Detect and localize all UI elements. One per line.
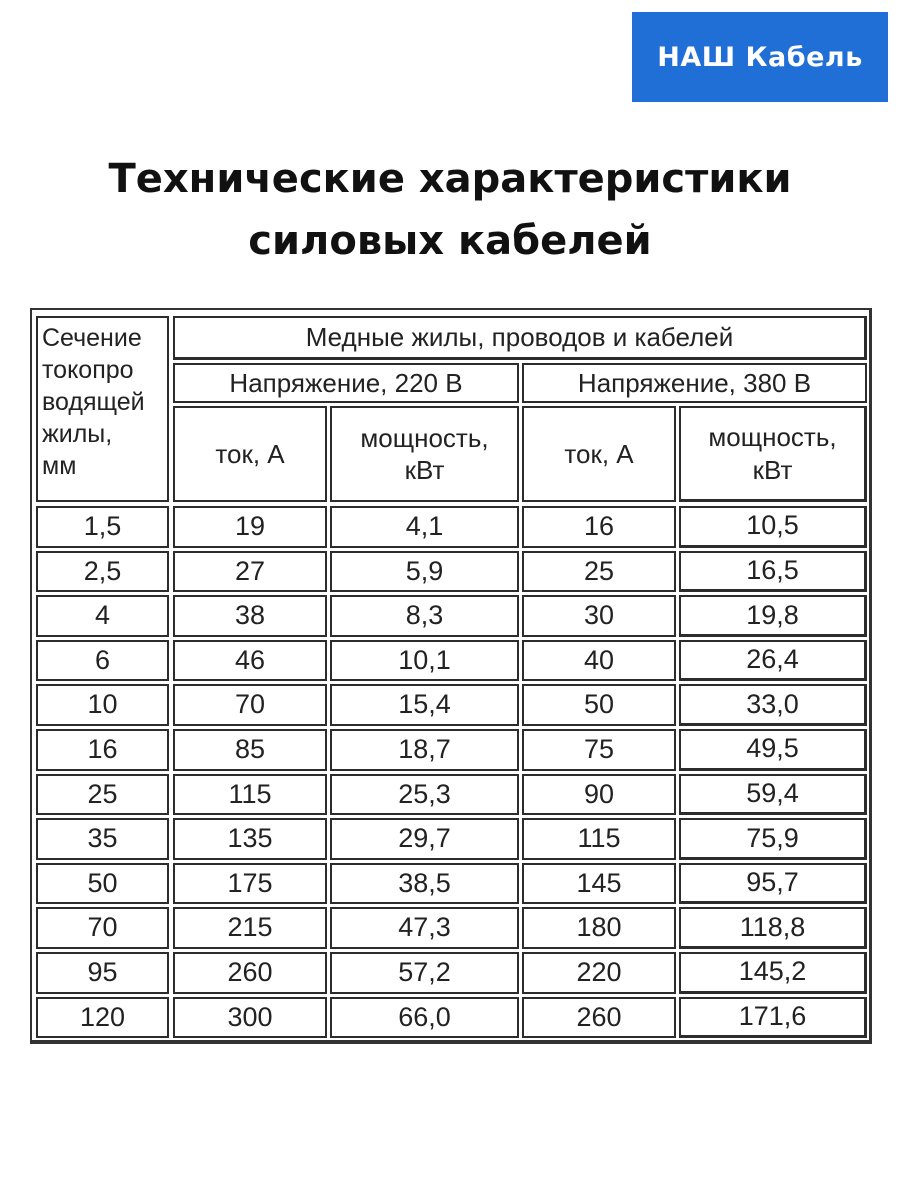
- cell-current-380: 25: [522, 551, 676, 593]
- cell-cross-section: 50: [36, 863, 169, 905]
- cell-current-380: 145: [522, 863, 676, 905]
- header-copper-cores: [173, 316, 867, 360]
- cell-current-220: 70: [173, 684, 327, 726]
- header-voltage-380-label: Напряжение, 380 В: [577, 367, 812, 398]
- cell-power-220: 29,7: [330, 818, 519, 860]
- cell-current-380: 40: [522, 640, 676, 682]
- cell-power-220: 18,7: [330, 729, 519, 771]
- cell-current-220: 85: [173, 729, 327, 771]
- page-title-line-2: силовых кабелей: [248, 218, 652, 264]
- cell-current-380: 30: [522, 595, 676, 637]
- cell-current-220: 215: [173, 907, 327, 949]
- cell-power-220: 8,3: [330, 595, 519, 637]
- cell-current-220: 175: [173, 863, 327, 905]
- cell-power-220: 57,2: [330, 952, 519, 994]
- cell-cross-section: 25: [36, 774, 169, 816]
- cell-current-220: 115: [173, 774, 327, 816]
- header-cross-section-line: водящей: [42, 388, 145, 416]
- cell-power-220: 25,3: [330, 774, 519, 816]
- cell-power-220: 10,1: [330, 640, 519, 682]
- cell-current-380: 16: [522, 506, 676, 548]
- cell-cross-section: 6: [36, 640, 169, 682]
- brand-logo: [632, 12, 888, 102]
- cell-cross-section: 16: [36, 729, 169, 771]
- header-power-unit: кВт: [404, 455, 445, 485]
- cell-power-220: 66,0: [330, 997, 519, 1039]
- header-power-label: мощность,: [708, 422, 837, 452]
- cell-cross-section: 70: [36, 907, 169, 949]
- cell-current-380: 260: [522, 997, 676, 1039]
- header-cross-section-line: Сечение: [42, 324, 142, 352]
- header-cross-section: [36, 316, 169, 502]
- cell-cross-section: 2,5: [36, 551, 169, 593]
- cell-current-220: 300: [173, 997, 327, 1039]
- cell-power-380: 16,5: [679, 551, 867, 593]
- cell-power-380: 26,4: [679, 640, 867, 682]
- header-current-220: [173, 406, 327, 502]
- cell-power-380: 171,6: [679, 997, 867, 1039]
- cell-power-220: 5,9: [330, 551, 519, 593]
- cell-power-380: 33,0: [679, 684, 867, 726]
- header-power-380: [679, 406, 867, 502]
- cell-current-220: 27: [173, 551, 327, 593]
- cell-power-380: 49,5: [679, 729, 867, 771]
- cell-current-220: 135: [173, 818, 327, 860]
- page-title: [0, 148, 900, 272]
- cell-power-220: 15,4: [330, 684, 519, 726]
- cable-spec-table: [30, 308, 872, 1044]
- header-power-unit: кВт: [752, 454, 793, 485]
- cell-current-220: 38: [173, 595, 327, 637]
- cell-current-380: 50: [522, 684, 676, 726]
- cell-current-220: 19: [173, 506, 327, 548]
- header-voltage-380: [522, 363, 867, 403]
- header-voltage-220-label: Напряжение, 220 В: [229, 367, 463, 398]
- cell-power-380: 19,8: [679, 595, 867, 637]
- cell-power-380: 95,7: [679, 863, 867, 905]
- cell-current-220: 46: [173, 640, 327, 682]
- cell-power-220: 47,3: [330, 907, 519, 949]
- cell-current-380: 115: [522, 818, 676, 860]
- cell-power-220: 38,5: [330, 863, 519, 905]
- cell-current-380: 180: [522, 907, 676, 949]
- cell-current-220: 260: [173, 952, 327, 994]
- header-copper-cores-label: Медные жилы, проводов и кабелей: [305, 322, 734, 353]
- cell-cross-section: 95: [36, 952, 169, 994]
- cell-power-380: 145,2: [679, 952, 867, 994]
- cell-current-380: 220: [522, 952, 676, 994]
- cell-cross-section: 4: [36, 595, 169, 637]
- cell-power-380: 118,8: [679, 907, 867, 949]
- cell-power-380: 59,4: [679, 774, 867, 816]
- header-current-label: ток, А: [215, 438, 285, 469]
- cell-current-380: 90: [522, 774, 676, 816]
- cell-power-220: 4,1: [330, 506, 519, 548]
- brand-logo-text: НАШ Кабель: [657, 41, 863, 73]
- cell-current-380: 75: [522, 729, 676, 771]
- header-cross-section-line: жилы,: [42, 420, 113, 448]
- header-cross-section-line: токопро: [42, 356, 134, 384]
- header-current-label: ток, А: [564, 438, 634, 469]
- header-cross-section-line: мм: [42, 452, 77, 480]
- header-voltage-220: [173, 363, 519, 403]
- header-power-label: мощность,: [360, 422, 489, 453]
- cell-cross-section: 120: [36, 997, 169, 1039]
- page-title-line-1: Технические характеристики: [108, 156, 792, 202]
- cell-cross-section: 10: [36, 684, 169, 726]
- cell-cross-section: 1,5: [36, 506, 169, 548]
- cell-cross-section: 35: [36, 818, 169, 860]
- header-power-220: [330, 406, 519, 502]
- cell-power-380: 10,5: [679, 506, 867, 548]
- header-current-380: [522, 406, 676, 502]
- cell-power-380: 75,9: [679, 818, 867, 860]
